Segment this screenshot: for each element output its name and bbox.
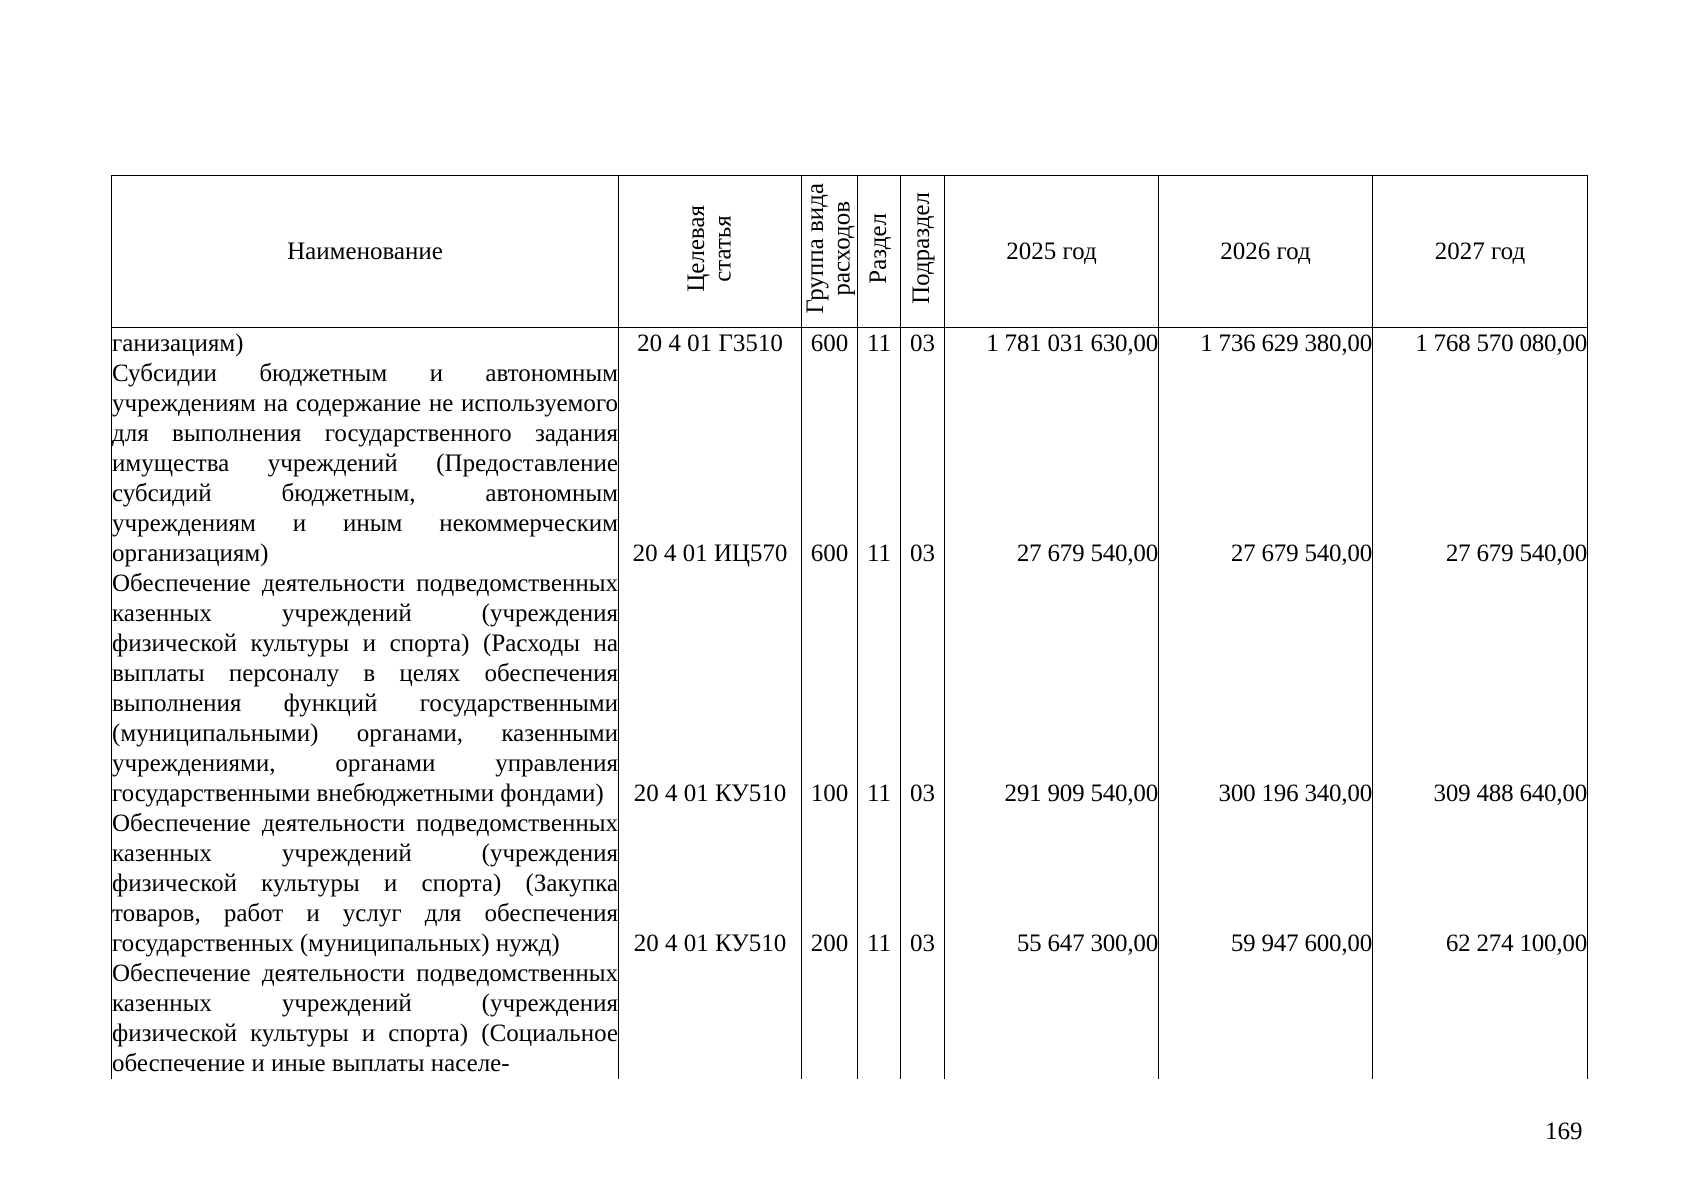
row-subsection: 03 [901, 359, 945, 569]
row-subsection: 03 [901, 328, 945, 360]
row-amount-2027: 62 274 100,00 [1373, 809, 1588, 959]
row-amount-2025: 27 679 540,00 [945, 359, 1159, 569]
row-expense-group: 600 [802, 359, 858, 569]
row-target-article: 20 4 01 ИЦ570 [619, 359, 802, 569]
header-2026: 2026 год [1159, 176, 1373, 328]
row-target-article: 20 4 01 Г3510 [619, 328, 802, 360]
row-section: 11 [858, 359, 901, 569]
row-section: 11 [858, 569, 901, 809]
table-row [112, 359, 1588, 569]
row-amount-2027 [1373, 959, 1588, 1079]
row-amount-2027: 27 679 540,00 [1373, 359, 1588, 569]
header-subsection: Подраздел [901, 176, 945, 328]
row-expense-group [802, 959, 858, 1079]
row-expense-group: 200 [802, 809, 858, 959]
row-subsection: 03 [901, 809, 945, 959]
row-amount-2025 [945, 959, 1159, 1079]
row-target-article: 20 4 01 КУ510 [619, 809, 802, 959]
page-number: 169 [1545, 1118, 1583, 1145]
row-expense-group: 100 [802, 569, 858, 809]
row-amount-2027: 309 488 640,00 [1373, 569, 1588, 809]
row-name: Обеспечение деятельности подведомственных казенных учреждений (учреждения физической культуры и спорта) (Расходы на выплаты персоналу в целях обеспечения выполнения функций государственными (муниципальными) органами, казенными учреждениями, органами управления государственными внебюджетными фондами) [112, 570, 618, 807]
row-name: Обеспечение деятельности подведомственных казенных учреждений (учреждения физической культуры и спорта) (Закупка товаров, работ и услуг для обеспечения государственных (муниципальных) нужд) [112, 810, 618, 957]
row-amount-2026: 1 736 629 380,00 [1159, 328, 1373, 360]
row-amount-2025: 55 647 300,00 [945, 809, 1159, 959]
row-section: 11 [858, 809, 901, 959]
row-amount-2026 [1159, 959, 1373, 1079]
budget-table [111, 175, 1588, 1079]
row-expense-group: 600 [802, 328, 858, 360]
row-target-article: 20 4 01 КУ510 [619, 569, 802, 809]
row-section [858, 959, 901, 1079]
row-amount-2026: 59 947 600,00 [1159, 809, 1373, 959]
row-name: Обеспечение деятельности подведомственных казенных учреждений (учреждения физической культуры и спорта) (Социальное обеспечение и иные выплаты населе- [112, 960, 618, 1077]
row-subsection: 03 [901, 569, 945, 809]
row-amount-2027: 1 768 570 080,00 [1373, 328, 1588, 360]
table-row [112, 959, 1588, 1079]
table-row [112, 569, 1588, 809]
table-header-row [112, 176, 1588, 328]
row-section: 11 [858, 328, 901, 360]
row-name: ганизациям) [112, 328, 619, 360]
header-section: Раздел [858, 176, 901, 328]
table-row [112, 328, 1588, 360]
header-expense-group: Группа вида расходов [802, 176, 858, 328]
row-subsection [901, 959, 945, 1079]
header-target-article: Целевая статья [619, 176, 802, 328]
row-amount-2025: 1 781 031 630,00 [945, 328, 1159, 360]
row-amount-2026: 27 679 540,00 [1159, 359, 1373, 569]
row-target-article [619, 959, 802, 1079]
table-row [112, 809, 1588, 959]
header-2025: 2025 год [945, 176, 1159, 328]
row-amount-2026: 300 196 340,00 [1159, 569, 1373, 809]
header-name: Наименование [112, 176, 619, 328]
row-name: Субсидии бюджетным и автономным учреждениям на содержание не используемого для выполнения государственного задания имущества учреждений (Предоставление субсидий бюджетным, автономным учреждениям и иным некоммерческим организациям) [112, 360, 618, 567]
header-2027: 2027 год [1373, 176, 1588, 328]
row-amount-2025: 291 909 540,00 [945, 569, 1159, 809]
